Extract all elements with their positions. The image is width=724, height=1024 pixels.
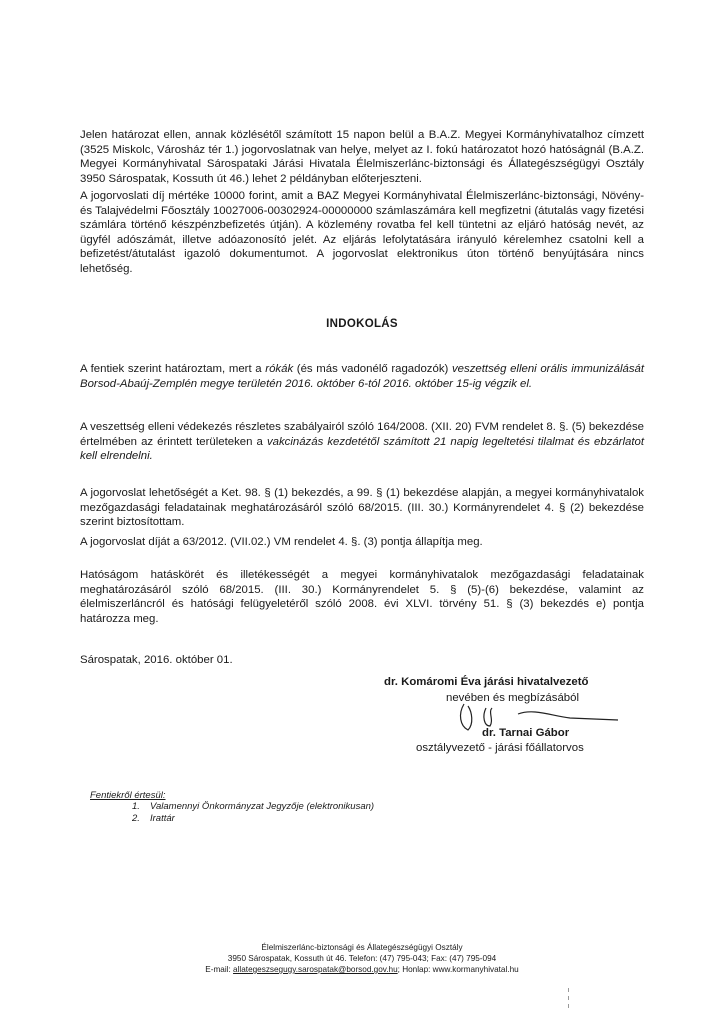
place-and-date: Sárospatak, 2016. október 01. <box>80 654 233 666</box>
section-heading: INDOKOLÁS <box>326 318 398 330</box>
on-behalf-text: nevében és megbízásából <box>446 692 579 704</box>
footer-contact: E-mail: allategeszsegugy.sarospatak@borsod.gov.hu; Honlap: www.kormanyhivatal.hu <box>205 965 519 974</box>
reasoning-paragraph-1: A fentiek szerint határoztam, mert a rókák (és más vadonélő ragadozók) veszettség elleni orális immunizálását Borsod-Abaúj-Zemplén megye területén 2016. október 6-tól 2016. október 15-ig végzik el. <box>80 363 645 390</box>
appeal-paragraph: Jelen határozat ellen, annak közlésétől számított 15 napon belül a B.A.Z. Megyei Kormányhivatalhoz címzett (3525 Miskolc, Városház tér 1.) jogorvoslatnak van helye, melyet az I. fokú határozatot hozó hatóságnál (B.A.Z. Megyei Kormányhivatal Sárospataki Járási Hivatala Élelmiszerlánc-biztonsági és Állategészségügyi Osztály 3950 Sárospatak, Kossuth út 46.) lehet 2 példányban előterjeszteni. <box>80 129 644 185</box>
signer-name: dr. Tarnai Gábor <box>482 727 570 739</box>
distribution-item-text: Irattár <box>150 813 175 824</box>
footer-email-link[interactable]: allategeszsegugy.sarospatak@borsod.gov.hu <box>233 965 398 974</box>
reasoning-paragraph-5: Hatóságom hatáskörét és illetékességét a megyei kormányhivatalok mezőgazdasági feladatainak meghatározásáról szóló 68/2015. (III. 30.) Kormányrendelet 5. § (5)-(6) bekezdése, valamint az élelmiszerláncról és hatósági felügyeletéről szóló 2008. évi XLVI. törvény 51. § (3) bekezdés e) pontja határozza meg. <box>80 569 644 625</box>
distribution-title: Fentiekről értesül: <box>90 790 166 801</box>
office-head-name: dr. Komáromi Éva járási hivatalvezető <box>384 676 589 688</box>
scan-artifact <box>568 996 569 1000</box>
distribution-item-number: 2. <box>132 813 140 824</box>
scan-artifact <box>568 1004 569 1008</box>
footer-department: Élelmiszerlánc-biztonsági és Állategészségügyi Osztály <box>261 943 463 952</box>
appeal-fee-paragraph: A jogorvoslati díj mértéke 10000 forint, amit a BAZ Megyei Kormányhivatal Élelmiszerlánc-biztonsági, Növény- és Talajvédelmi Főosztály 10027006-00302924-00000000 számlaszámára kell megfizetni (átutalás vagy fizetési számlára történő készpénzbefizetés útján). A közlemény rovatba fel kell tüntetni az eljáró hatóság nevét, az ügyfél adószámát, illetve adóazonosító jelét. Az eljárás lefolytatására irányuló kérelemhez csatolni kell a befizetést/átutalást igazoló dokumentumot. A jogorvoslat elektronikus úton történő benyújtására nincs lehetőség. <box>80 190 644 275</box>
reasoning-paragraph-3: A jogorvoslat lehetőségét a Ket. 98. § (1) bekezdés, a 99. § (1) bekezdése alapján, a megyei kormányhivatalok mezőgazdasági feladatainak meghatározásáról szóló 68/2015. (III. 30.) Kormányrendelet 4. § (2) bekezdése szerint biztosítottam. <box>80 487 644 529</box>
distribution-item-text: Valamennyi Önkormányzat Jegyzője (elektronikusan) <box>150 801 375 812</box>
signer-title: osztályvezető - járási főállatorvos <box>416 742 584 754</box>
distribution-item-number: 1. <box>132 801 140 812</box>
scan-artifact <box>568 988 569 992</box>
reasoning-paragraph-2: A veszettség elleni védekezés részletes szabályairól szóló 164/2008. (XII. 20) FVM rendelet 8. §. (5) bekezdése értelmében az érintett területeken a vakcinázás kezdetétől számított 21 napig legeltetési tilalmat és ebzárlatot kell elrendelni. <box>80 421 645 463</box>
footer-address: 3950 Sárospatak, Kossuth út 46. Telefon: (47) 795-043; Fax: (47) 795-094 <box>227 954 497 963</box>
reasoning-paragraph-4: A jogorvoslat díját a 63/2012. (VII.02.) VM rendelet 4. §. (3) pontja állapítja meg. <box>80 536 483 548</box>
